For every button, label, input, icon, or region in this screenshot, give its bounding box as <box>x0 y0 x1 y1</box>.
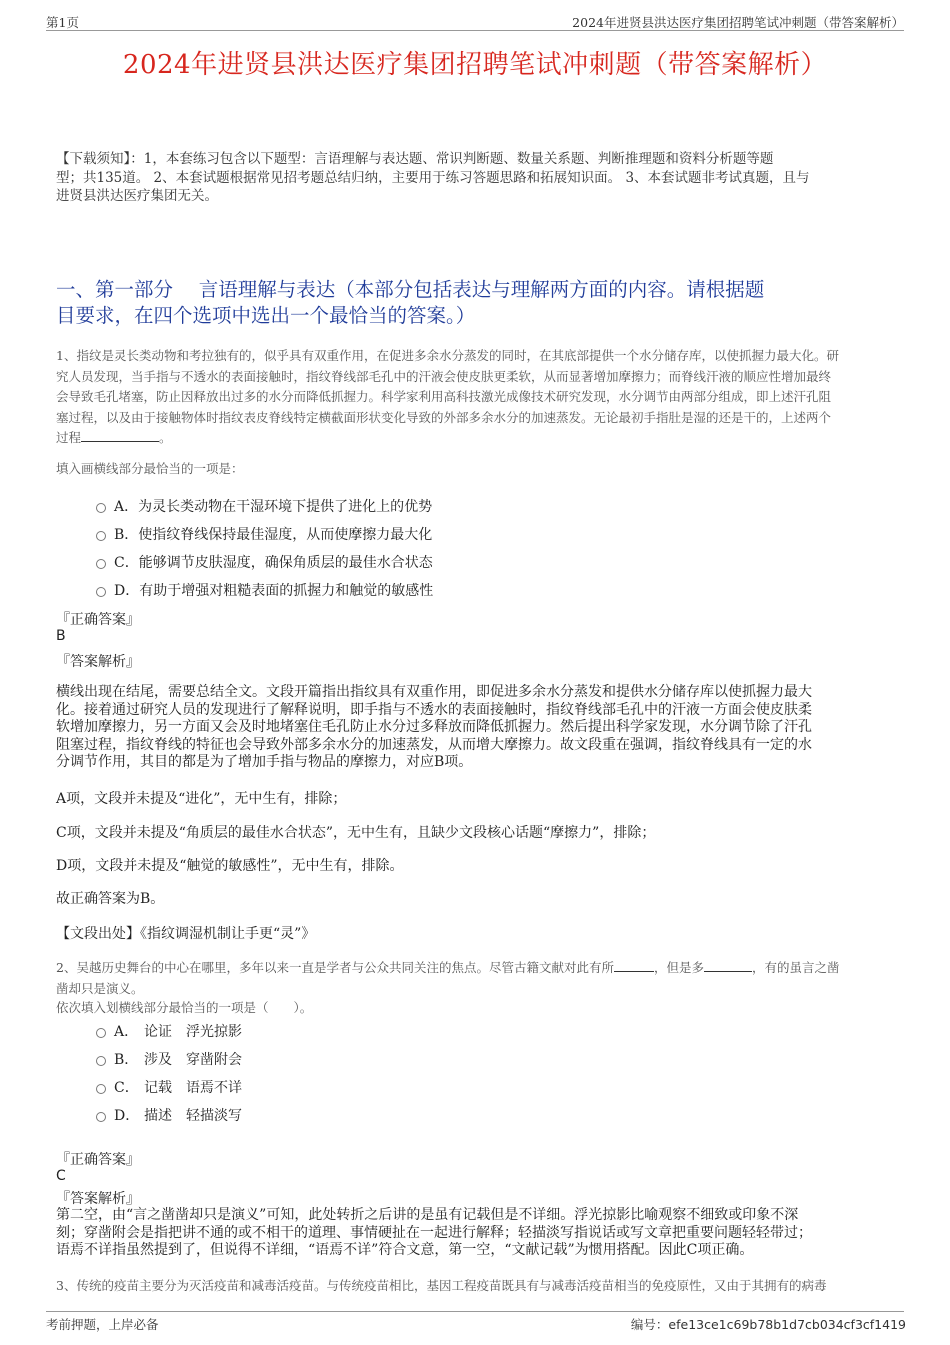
radio-icon[interactable] <box>96 1112 106 1122</box>
q1-option-a[interactable] <box>96 496 432 516</box>
analysis-line: 阻塞过程，指纹脊线的特征也会导致外部多余水分的加速蒸发，从而增大摩擦力。故文段重在强调，指纹脊线具有一定的水 <box>56 736 812 753</box>
question-1-stem <box>56 346 906 449</box>
notice-line: 进贤县洪达医疗集团无关。 <box>56 188 218 204</box>
q2-option-b[interactable] <box>96 1049 242 1069</box>
q1-option-d[interactable] <box>96 580 433 600</box>
q1-answer: B <box>56 628 66 644</box>
q1-option-b[interactable] <box>96 524 432 544</box>
analysis-line: 第二空，由“言之凿凿却只是演义”可知，此处转折之后讲的是虽有记载但是不详细。浮光掠影比喻观察不细致或印象不深 <box>56 1207 799 1223</box>
download-notice <box>56 150 904 206</box>
analysis-line: 刻；穿凿附会是指把讲不通的或不相干的道理、事情硬扯在一起进行解释；轻描淡写指说话或写文章把重要问题轻轻带过； <box>56 1224 812 1241</box>
stem-text: ，但是多 <box>653 960 704 975</box>
q2-answer-label: 『正确答案』 <box>56 1152 140 1168</box>
notice-line: 型；共135道。 2、本套试题根据常见招考题总结归纳，主要用于练习答题思路和拓展知识面。 3、本套试题非考试真题，且与 <box>56 169 810 186</box>
section-heading-line: 一、第一部分 言语理解与表达（本部分包括表达与理解两方面的内容。请根据题 <box>56 278 765 301</box>
radio-icon[interactable] <box>96 1028 106 1038</box>
q2-option-a[interactable] <box>96 1021 242 1041</box>
q1-answer-label: 『正确答案』 <box>56 612 140 628</box>
stem-line <box>56 958 906 979</box>
question-2-stem <box>56 958 906 999</box>
radio-icon[interactable] <box>96 531 106 541</box>
radio-icon[interactable] <box>96 1056 106 1066</box>
analysis-line: 横线出现在结尾，需要总结全文。文段开篇指出指纹具有双重作用，即促进多余水分蒸发和提供水分储存库以使抓握力最大 <box>56 684 812 700</box>
q2-option-d[interactable] <box>96 1105 242 1125</box>
q2-option-c[interactable] <box>96 1077 242 1097</box>
q1-note-a: A项，文段并未提及“进化”，无中生有，排除； <box>56 791 347 807</box>
analysis-line: 分调节作用，其目的都是为了增加手指与物品的摩擦力，对应B项。 <box>56 754 473 770</box>
analysis-line: 化。接着通过研究人员的发现进行了解释说明，即手指与不透水的表面接触时，指纹脊线部毛孔中的汗液一方面会使皮肤柔 <box>56 701 812 718</box>
option-text: 记载 语焉不详 <box>144 1080 242 1096</box>
stem-text: 。 <box>159 430 172 445</box>
q2-analysis-label: 『答案解析』 <box>56 1191 140 1207</box>
analysis-line: 语焉不详指虽然提到了，但说得不详细，“语焉不详”符合文意，第一空，“文献记载”为惯用搭配。因此C项正确。 <box>56 1242 754 1258</box>
option-text: D．有助于增强对粗糙表面的抓握力和触觉的敏感性 <box>114 583 434 599</box>
option-letter: A． <box>114 1024 139 1040</box>
footer-code-value: efe13ce1c69b78b1d7cb034cf3cf1419 <box>668 1317 906 1332</box>
stem-line: 1、指纹是灵长类动物和考拉独有的，似乎具有双重作用，在促进多余水分蒸发的同时，在其底部提供一个水分储存库，以使抓握力最大化。研 <box>56 348 839 363</box>
option-text: A．为灵长类动物在干湿环境下提供了进化上的优势 <box>114 499 433 515</box>
radio-icon[interactable] <box>96 559 106 569</box>
option-letter: D． <box>114 1108 140 1124</box>
radio-icon[interactable] <box>96 1084 106 1094</box>
q1-note-c: C项，文段并未提及“角质层的最佳水合状态”，无中生有，且缺少文段核心话题“摩擦力”，排除； <box>56 825 656 841</box>
stem-line <box>56 428 906 449</box>
page-number: 第1页 <box>46 15 79 30</box>
q1-conclusion: 故正确答案为B。 <box>56 891 165 907</box>
question-1-prompt: 填入画横线部分最恰当的一项是： <box>56 461 244 476</box>
radio-icon[interactable] <box>96 503 106 513</box>
q2-analysis <box>56 1207 906 1260</box>
q1-analysis-label: 『答案解析』 <box>56 654 140 670</box>
footer-code <box>631 1315 906 1333</box>
stem-line: 凿却只是演义。 <box>56 980 144 996</box>
footer-divider <box>46 1311 904 1312</box>
option-text: 论证 浮光掠影 <box>144 1024 242 1040</box>
section-heading-line: 目要求，在四个选项中选出一个最恰当的答案。） <box>56 304 476 327</box>
option-text: 涉及 穿凿附会 <box>144 1052 242 1068</box>
header-divider <box>46 30 904 31</box>
footer-code-label: 编号： <box>630 1317 669 1332</box>
section-heading <box>56 277 904 329</box>
stem-text: ，有的虽言之凿 <box>751 960 840 975</box>
analysis-line: 软增加摩擦力，另一方面又会及时地堵塞住毛孔防止水分过多释放而降低抓握力。然后提出科学家发现，水分调节除了汗孔 <box>56 719 812 735</box>
option-letter: B． <box>114 1052 139 1068</box>
stem-line: 塞过程，以及由于接触物体时指纹表皮脊线特定横截面形状变化导致的外部多余水分的加速蒸发。无论最初手指肚是湿的还是干的，上述两个 <box>56 409 832 425</box>
radio-icon[interactable] <box>96 587 106 597</box>
stem-line: 究人员发现，当手指与不透水的表面接触时，指纹脊线部毛孔中的汗液会使皮肤更柔软，从而显著增加摩擦力；而脊线汗液的顺应性增加最终 <box>56 368 832 384</box>
q2-answer: C <box>56 1168 66 1184</box>
stem-text: 2、吴越历史舞台的中心在哪里，多年以来一直是学者与公众共同关注的焦点。尽管古籍文献对此有所 <box>56 960 614 975</box>
notice-line: 【下载须知】：1，本套练习包含以下题型：言语理解与表达题、常识判断题、数量关系题、判断推理题和资料分析题等题 <box>56 151 774 167</box>
question-2-prompt: 依次填入划横线部分最恰当的一项是（ ）。 <box>56 1000 313 1015</box>
fill-blank <box>614 958 654 972</box>
stem-line: 会导致毛孔堵塞，防止因释放出过多的水分而降低抓握力。科学家利用高科技激光成像技术研究发现，水分调节由两部分组成，即上述汗孔阻 <box>56 389 832 404</box>
fill-blank <box>704 958 752 972</box>
q1-source: 【文段出处】《指纹调湿机制让手更“灵”》 <box>56 926 316 942</box>
document-title: 2024年进贤县洪达医疗集团招聘笔试冲刺题（带答案解析） <box>122 50 828 80</box>
option-letter: C． <box>114 1080 139 1096</box>
q1-note-d: D项，文段并未提及“触觉的敏感性”，无中生有，排除。 <box>56 858 404 874</box>
option-text: 描述 轻描淡写 <box>144 1108 242 1124</box>
option-text: B．使指纹脊线保持最佳湿度，从而使摩擦力最大化 <box>114 527 433 543</box>
q1-option-c[interactable] <box>96 552 433 572</box>
question-3-stem: 3、传统的疫苗主要分为灭活疫苗和减毒活疫苗。与传统疫苗相比，基因工程疫苗既具有与减毒活疫苗相当的免疫原性，又由于其拥有的病毒 <box>56 1278 827 1293</box>
q1-analysis <box>56 684 906 772</box>
fill-blank <box>81 428 159 442</box>
stem-text: 过程 <box>56 430 82 445</box>
option-text: C．能够调节皮肤湿度，确保角质层的最佳水合状态 <box>114 555 433 571</box>
header-doc-title: 2024年进贤县洪达医疗集团招聘笔试冲刺题（带答案解析） <box>572 15 904 30</box>
footer-slogan: 考前押题，上岸必备 <box>46 1317 159 1332</box>
